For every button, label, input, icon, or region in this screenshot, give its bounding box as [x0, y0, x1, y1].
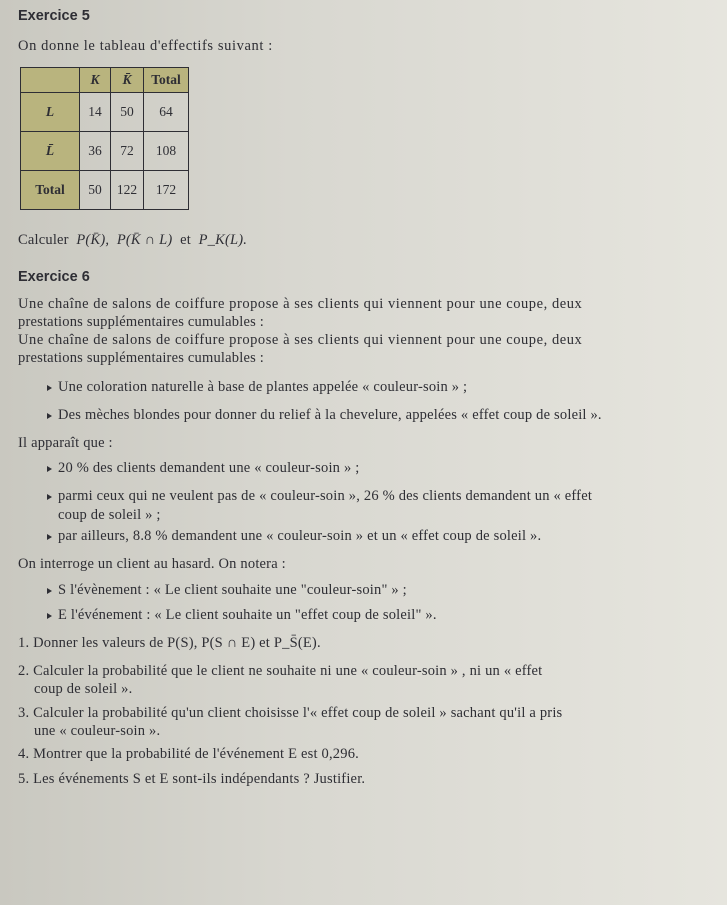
list-item: parmi ceux qui ne veulent pas de « couleur-soin », 26 % des clients demandent un « effet: [58, 488, 593, 504]
question-item: 4. Montrer que la probabilité de l'événement E est 0,296.: [18, 746, 359, 762]
exercise-6-title: Exercice 6: [18, 269, 90, 285]
question-term: P_K(L).: [198, 232, 248, 248]
question-item: 2. Calculer la probabilité que le client ne souhaite ni une « couleur-soin » , ni un « effet: [18, 663, 543, 679]
interroge-line: On interroge un client au hasard. On notera :: [18, 556, 286, 572]
table-cell: 172: [144, 171, 189, 210]
exercise-5-title: Exercice 5: [18, 8, 90, 24]
bullet-icon: [47, 413, 52, 419]
table-cell: 14: [80, 93, 111, 132]
table-cell: 50: [111, 93, 144, 132]
question-item: 3. Calculer la probabilité qu'un client choisisse l'« effet coup de soleil » sachant qu'il a pris: [18, 705, 563, 721]
list-item: par ailleurs, 8.8 % demandent une « couleur-soin » et un « effet coup de soleil ».: [58, 528, 542, 544]
table-cell: 36: [80, 132, 111, 171]
effectifs-table: [20, 67, 189, 210]
event-definition: E l'événement : « Le client souhaite un "effet coup de soleil" ».: [58, 607, 437, 623]
table-cell: 122: [111, 171, 144, 210]
bullet-icon: [47, 466, 52, 472]
list-item: 20 % des clients demandent une « couleur-soin » ;: [58, 460, 360, 476]
question-continuation: coup de soleil ».: [34, 681, 133, 697]
table-header-cell: Total: [144, 68, 189, 93]
bullet-icon: [47, 534, 52, 540]
table-row-header: Total: [21, 171, 80, 210]
bullet-icon: [47, 494, 52, 500]
exercise-5-question: [18, 232, 247, 249]
list-item: Des mèches blondes pour donner du relief à la chevelure, appelées « effet coup de soleil ».: [58, 407, 602, 423]
question-term: P(K̄ ∩ L): [116, 232, 173, 248]
list-item-continuation: coup de soleil » ;: [58, 507, 161, 523]
table-header-cell: K: [80, 68, 111, 93]
paragraph-line: prestations supplémentaires cumulables :: [18, 314, 264, 330]
bullet-icon: [47, 588, 52, 594]
table-cell: 50: [80, 171, 111, 210]
table-header-row: [21, 68, 189, 93]
question-prefix: Calculer: [18, 232, 69, 248]
bullet-icon: [47, 385, 52, 391]
list-item: Une coloration naturelle à base de plantes appelée « couleur-soin » ;: [58, 379, 468, 395]
event-definition: S l'évènement : « Le client souhaite une "couleur-soin" » ;: [58, 582, 407, 598]
table-cell: 108: [144, 132, 189, 171]
paragraph-line: Une chaîne de salons de coiffure propose à ses clients qui viennent pour une coupe, deux: [18, 332, 583, 348]
table-header-cell: K̄: [111, 68, 144, 93]
table-row-header: L̄: [21, 132, 80, 171]
bullet-icon: [47, 613, 52, 619]
table-header-cell: [21, 68, 80, 93]
question-item: 5. Les événements S et E sont-ils indépendants ? Justifier.: [18, 771, 366, 787]
paragraph-line: prestations supplémentaires cumulables :: [18, 350, 264, 366]
paragraph-line: Une chaîne de salons de coiffure propose à ses clients qui viennent pour une coupe, deux: [18, 296, 583, 312]
question-term: et: [180, 232, 191, 248]
table-row: [21, 93, 189, 132]
table-row: [21, 132, 189, 171]
exercise-5-intro: On donne le tableau d'effectifs suivant :: [18, 38, 273, 54]
question-continuation: une « couleur-soin ».: [34, 723, 161, 739]
question-item: 1. Donner les valeurs de P(S), P(S ∩ E) et P_S̄(E).: [18, 635, 321, 651]
table-row-header: L: [21, 93, 80, 132]
question-term: P(K̄),: [76, 232, 110, 248]
apparait-line: Il apparaît que :: [18, 435, 113, 451]
table-cell: 72: [111, 132, 144, 171]
table-row: [21, 171, 189, 210]
table-cell: 64: [144, 93, 189, 132]
